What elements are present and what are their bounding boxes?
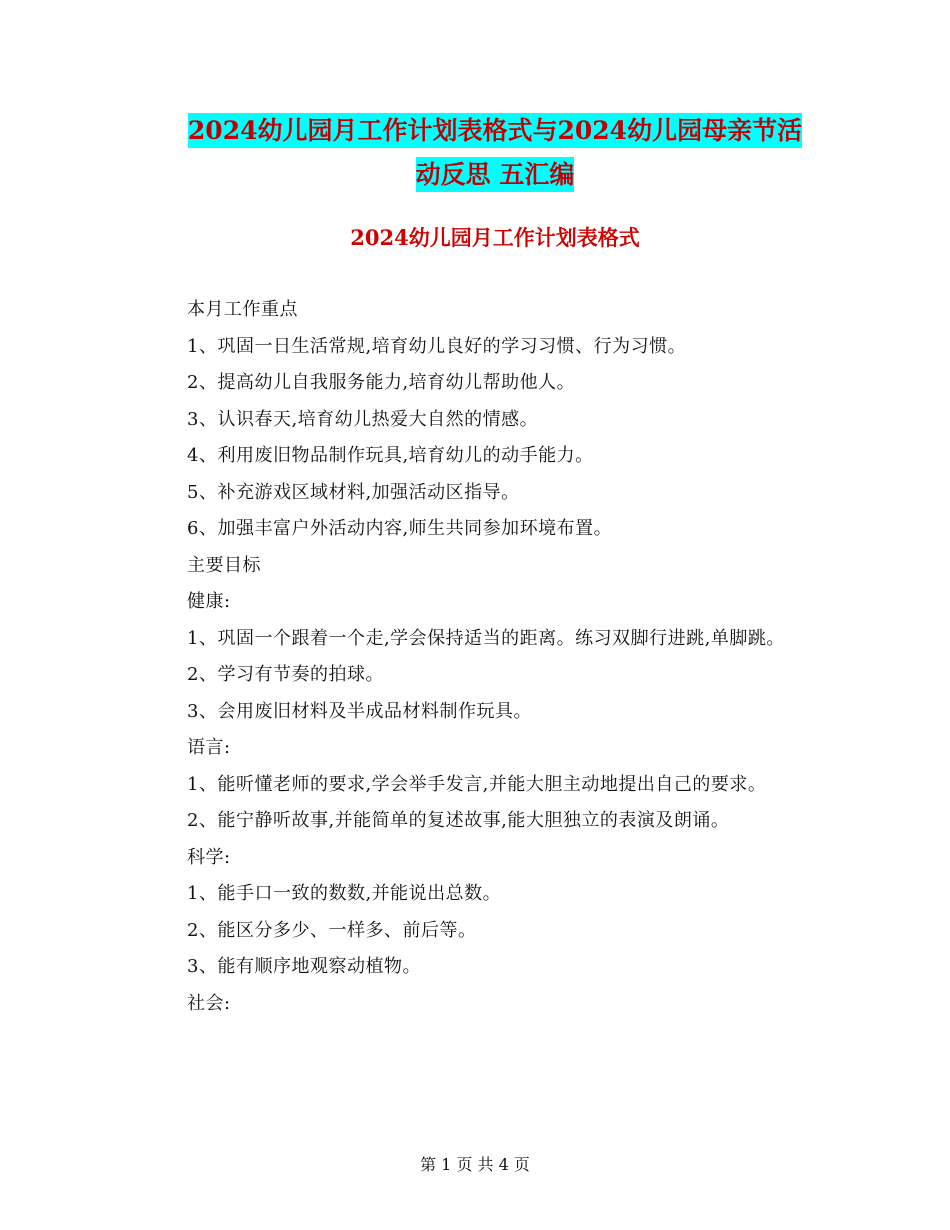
paragraph: 语言:: [187, 737, 231, 758]
paragraph: 健康:: [187, 591, 231, 612]
paragraph: 3、会用废旧材料及半成品材料制作玩具。: [187, 700, 532, 722]
document-title-line-1: [140, 118, 850, 143]
paragraph: 2、学习有节奏的拍球。: [187, 664, 384, 685]
paragraph: 3、认识春天,培育幼儿热爱大自然的情感。: [187, 408, 539, 430]
paragraph: 1、巩固一日生活常规,培育幼儿良好的学习习惯、行为习惯。: [187, 335, 687, 357]
paragraph: 4、利用废旧物品制作玩具,培育幼儿的动手能力。: [187, 445, 594, 466]
paragraph: 3、能有顺序地观察动植物。: [187, 956, 421, 977]
paragraph: 科学:: [187, 846, 231, 868]
title-highlight: 2024幼儿园月工作计划表格式与2024幼儿园母亲节活: [188, 113, 802, 148]
paragraph: 5、补充游戏区域材料,加强活动区指导。: [187, 481, 520, 503]
paragraph: 主要目标: [187, 554, 261, 576]
paragraph: 2、能宁静听故事,并能简单的复述故事,能大胆独立的表演及朗诵。: [187, 810, 730, 831]
title-highlight: 动反思 五汇编: [416, 157, 575, 192]
page-footer: 第 1 页 共 4 页: [420, 1155, 530, 1174]
paragraph: 本月工作重点: [187, 299, 298, 320]
paragraph: 6、加强丰富户外活动内容,师生共同参加环境布置。: [187, 518, 613, 539]
paragraph: 1、能听懂老师的要求,学会举手发言,并能大胆主动地提出自己的要求。: [187, 773, 767, 795]
paragraph: 1、巩固一个跟着一个走,学会保持适当的距离。练习双脚行进跳,单脚跳。: [187, 627, 785, 649]
paragraph: 2、提高幼儿自我服务能力,培育幼儿帮助他人。: [187, 372, 576, 393]
paragraph: 社会:: [187, 992, 231, 1014]
section-title: 2024幼儿园月工作计划表格式: [350, 225, 640, 250]
paragraph: 2、能区分多少、一样多、前后等。: [187, 919, 477, 941]
document-body: [140, 292, 840, 1022]
paragraph: 1、能手口一致的数数,并能说出总数。: [187, 883, 502, 904]
document-title-line-2: [140, 162, 850, 187]
